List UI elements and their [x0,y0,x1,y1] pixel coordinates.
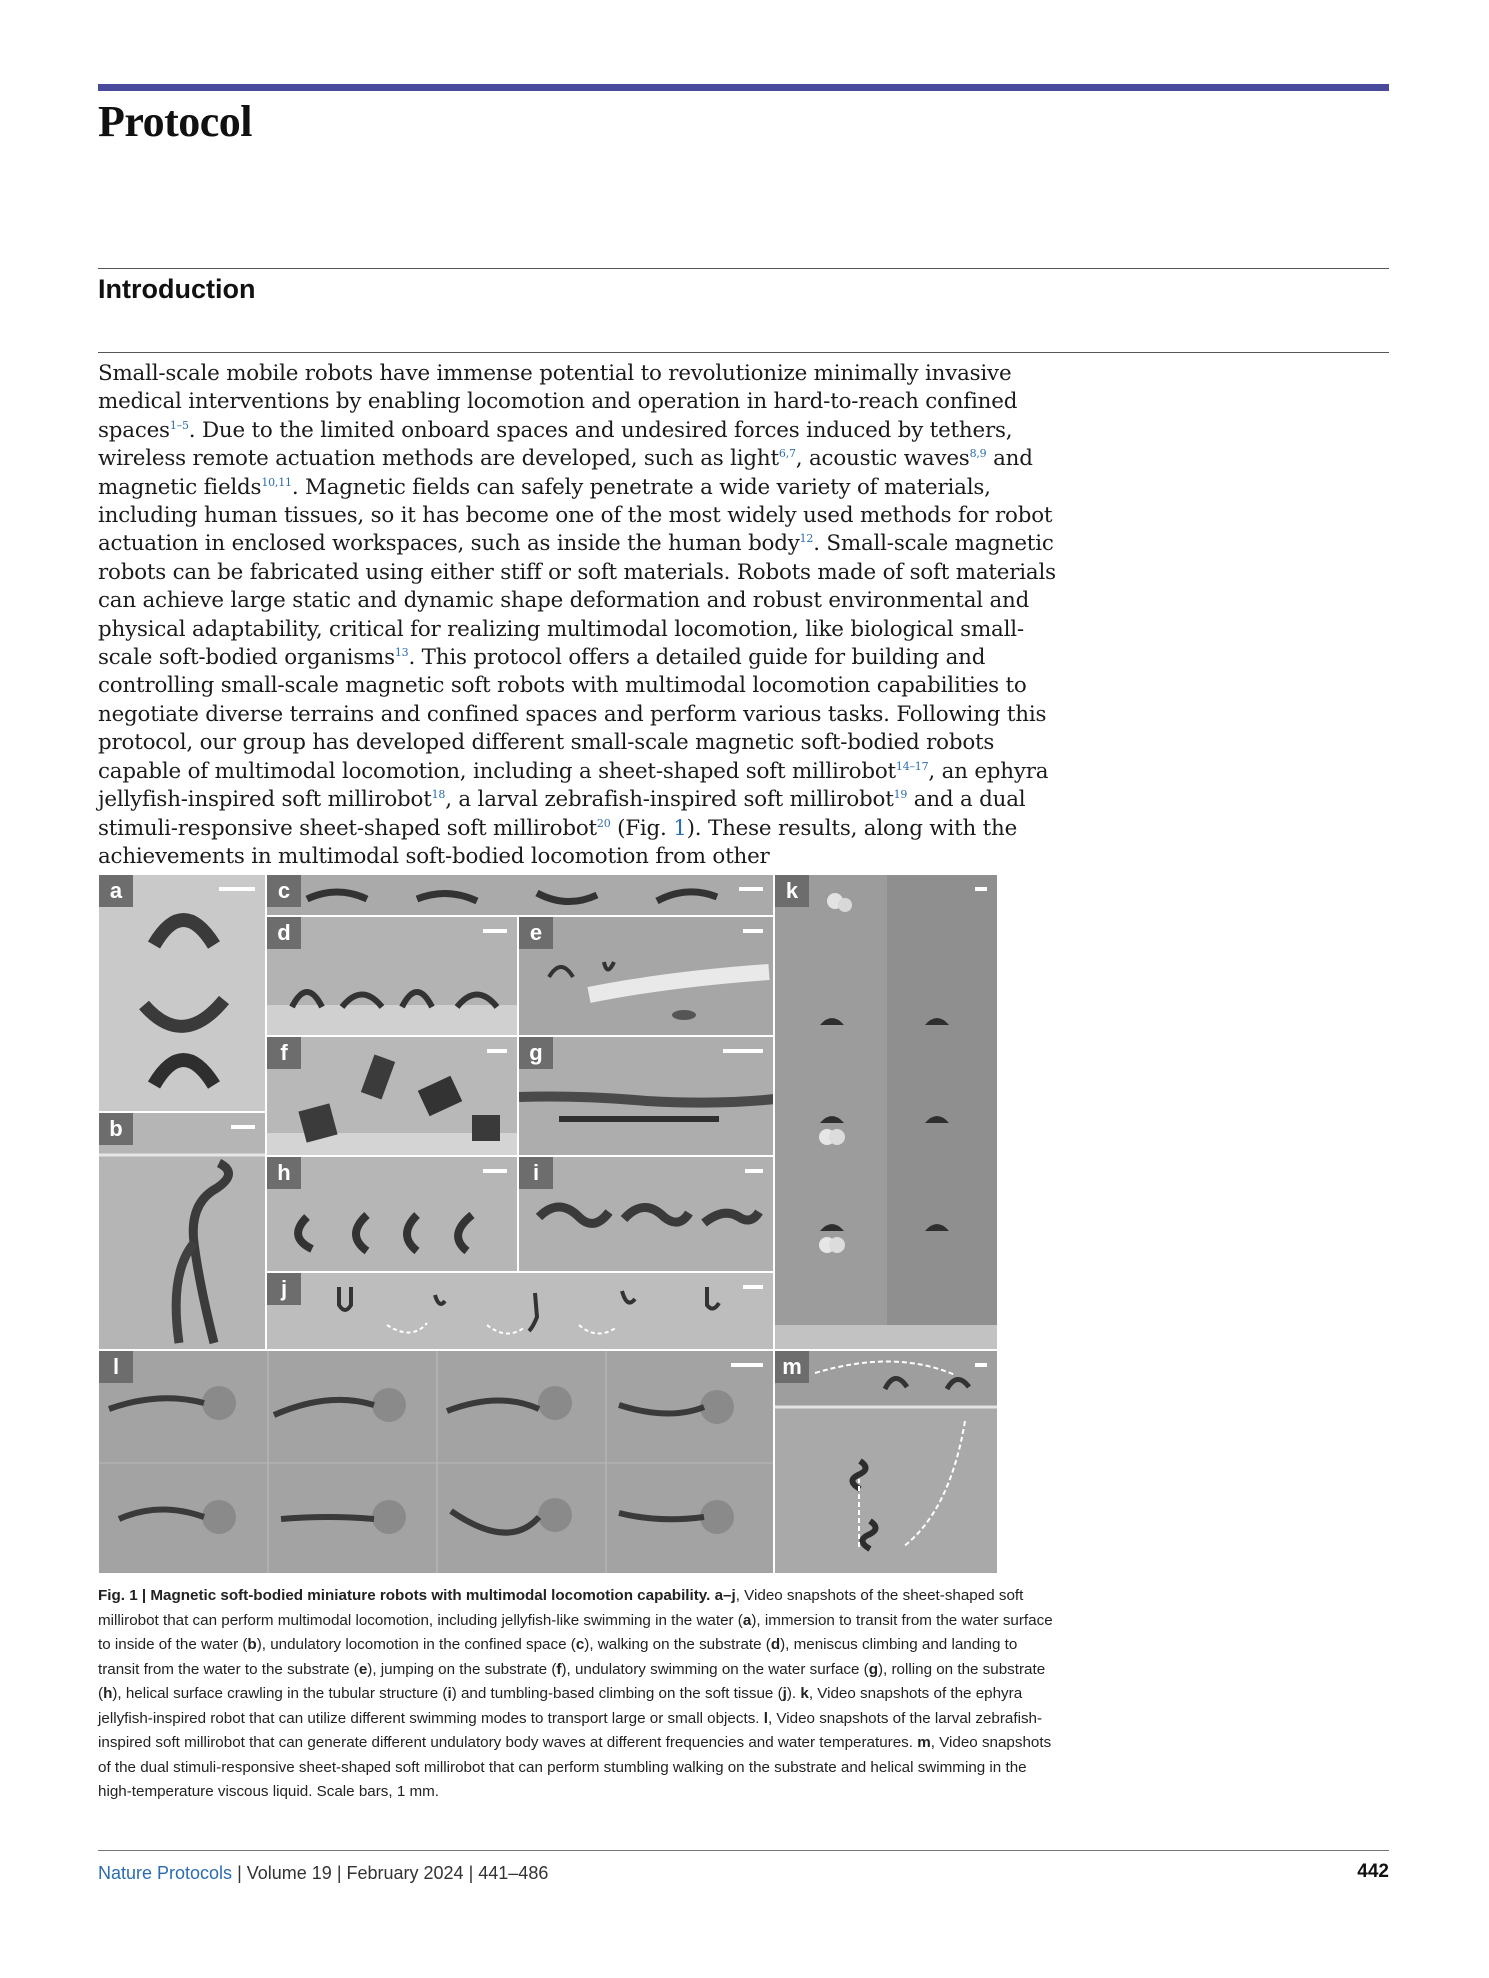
panel-label: e [519,917,553,949]
citation-ref[interactable]: 1–5 [169,418,189,432]
figure-ref-link[interactable]: 1 [673,815,687,841]
citation-ref[interactable]: 14–17 [895,759,929,773]
footer-rule [98,1850,1389,1851]
panel-e-image [519,917,774,1036]
panel-a [98,874,266,1112]
panel-m [774,1350,998,1574]
citation-ref[interactable]: 6,7 [778,447,796,461]
panel-a-image [99,875,266,1112]
volume: Volume 19 [246,1863,332,1883]
citation-ref[interactable]: 8,9 [969,447,987,461]
panel-label: k [775,875,809,907]
panel-label: c [267,875,301,907]
introduction-paragraph: Small-scale mobile robots have immense potential to revolutionize minimally invasive medical interventions by enabling locomotion and operation in hard-to-reach confined spaces$^{1-5}$. Due to the limited onboard spaces and undesired forces induced by tethers, wireless remote actuation methods are developed, such as light$^{6,7}$, acoustic waves$^{8,9}$ and magnetic fields$^{10,11}$. Magnetic fields can safely penetrate a wide variety of materials, including human tissues, so it has become one of the most widely used methods for robot actuation in enclosed workspaces, such as inside the human body$^{12}$. Small-scale magnetic robots can be fabricated using either stiff or soft materials. Robots made of soft materials can achieve large static and dynamic shape deformation and robust environmental and physical adaptability, critical for realizing multimodal locomotion, like biological small-scale soft-bodied organisms$^{13}$. This protocol offers a detailed guide for building and controlling small-scale magnetic soft robots with multimodal locomotion capabilities to negotiate diverse terrains and confined spaces and perform various tasks. Following this protocol, our group has developed different small-scale magnetic soft-bodied robots capable of multimodal locomotion, including a sheet-shaped soft millirobot$^{14-17}$, an ephyra jellyfish-inspired soft millirobot$^{18}$, a larval zebrafish-inspired soft millirobot$^{19}$ and a dual stimuli-responsive sheet-shaped soft millirobot$^{20}$ (Fig. 1). These results, along with the achievements in multimodal soft-bodied locomotion from other [98,361,1056,869]
scale-bar [731,1363,763,1367]
panel-d [266,916,518,1036]
scale-bar [739,887,763,891]
panel-d-image [267,917,518,1036]
panel-l [98,1350,774,1574]
panel-k-image [775,875,998,1350]
scale-bar [219,887,255,891]
section-top-rule [98,268,1389,269]
scale-bar [975,887,987,891]
panel-c-image [267,875,774,916]
header-accent-bar [98,84,1389,91]
panel-label: g [519,1037,553,1069]
scale-bar [483,929,507,933]
citation-ref[interactable]: 13 [394,645,409,659]
scale-bar [743,1285,763,1289]
issue-date: February 2024 [346,1863,464,1883]
panel-l-image [99,1351,774,1574]
panel-e [518,916,774,1036]
journal-link[interactable]: Nature Protocols [98,1863,233,1883]
panel-label: f [267,1037,301,1069]
panel-i [518,1156,774,1272]
scale-bar [745,1169,763,1173]
panel-g [518,1036,774,1156]
panel-label: m [775,1351,809,1383]
footer-citation: Nature Protocols | Volume 19 | February 2024 | 441–486 [98,1863,549,1883]
panel-label: d [267,917,301,949]
scale-bar [723,1049,763,1053]
panel-f-image [267,1037,518,1156]
panel-label: h [267,1157,301,1189]
panel-g-image [519,1037,774,1156]
panel-c [266,874,774,916]
citation-ref[interactable]: 19 [893,787,908,801]
scale-bar [487,1049,507,1053]
citation-ref[interactable]: 10,11 [261,475,292,489]
citation-ref[interactable]: 20 [596,816,611,830]
panel-label: i [519,1157,553,1189]
panel-label: a [99,875,133,907]
citation-ref[interactable]: 18 [431,787,446,801]
page-range: 441–486 [478,1863,549,1883]
figure-1 [98,874,998,1574]
citation-ref[interactable]: 12 [799,532,814,546]
scale-bar [231,1125,255,1129]
figure-caption: Fig. 1 | Magnetic soft-bodied miniature robots with multimodal locomotion capability. a–j, Video snapshots of the sheet-shaped soft millirobot that can perform multimodal locomotion, including jellyfish-like swimming in the water (a), immersion to transit from the water surface to inside of the water (b), undulatory locomotion in the confined space (c), walking on the substrate (d), meniscus climbing and landing to transit from the water to the substrate (e), jumping on the substrate (f), undulatory swimming on the water surface (g), rolling on the substrate (h), helical surface crawling in the tubular structure (i) and tumbling-based climbing on the soft tissue (j). k, Video snapshots of the ephyra jellyfish-inspired robot that can utilize different swimming modes to transport large or small objects. l, Video snapshots of the larval zebrafish-inspired soft millirobot that can generate different undulatory body waves at different frequencies and water temperatures. m, Video snapshots of the dual stimuli-responsive sheet-shaped soft millirobot that can perform stumbling walking on the substrate and helical swimming in the high-temperature viscous liquid. Scale bars, 1 mm. [98,1587,1053,1800]
panel-b-image [99,1113,266,1350]
scale-bar [483,1169,507,1173]
panel-h-image [267,1157,518,1272]
panel-f [266,1036,518,1156]
section-bottom-rule [98,352,1389,353]
panel-i-image [519,1157,774,1272]
scale-bar [975,1363,987,1367]
page-number: 442 [1357,1861,1389,1882]
section-heading: Introduction [98,274,256,304]
scale-bar [743,929,763,933]
page-title: Protocol [98,97,253,146]
panel-m-image [775,1351,998,1574]
panel-j-image [267,1273,774,1350]
panel-label: b [99,1113,133,1145]
panel-label: l [99,1351,133,1383]
panel-b [98,1112,266,1350]
panel-label: j [267,1273,301,1305]
panel-j [266,1272,774,1350]
panel-h [266,1156,518,1272]
panel-k [774,874,998,1350]
